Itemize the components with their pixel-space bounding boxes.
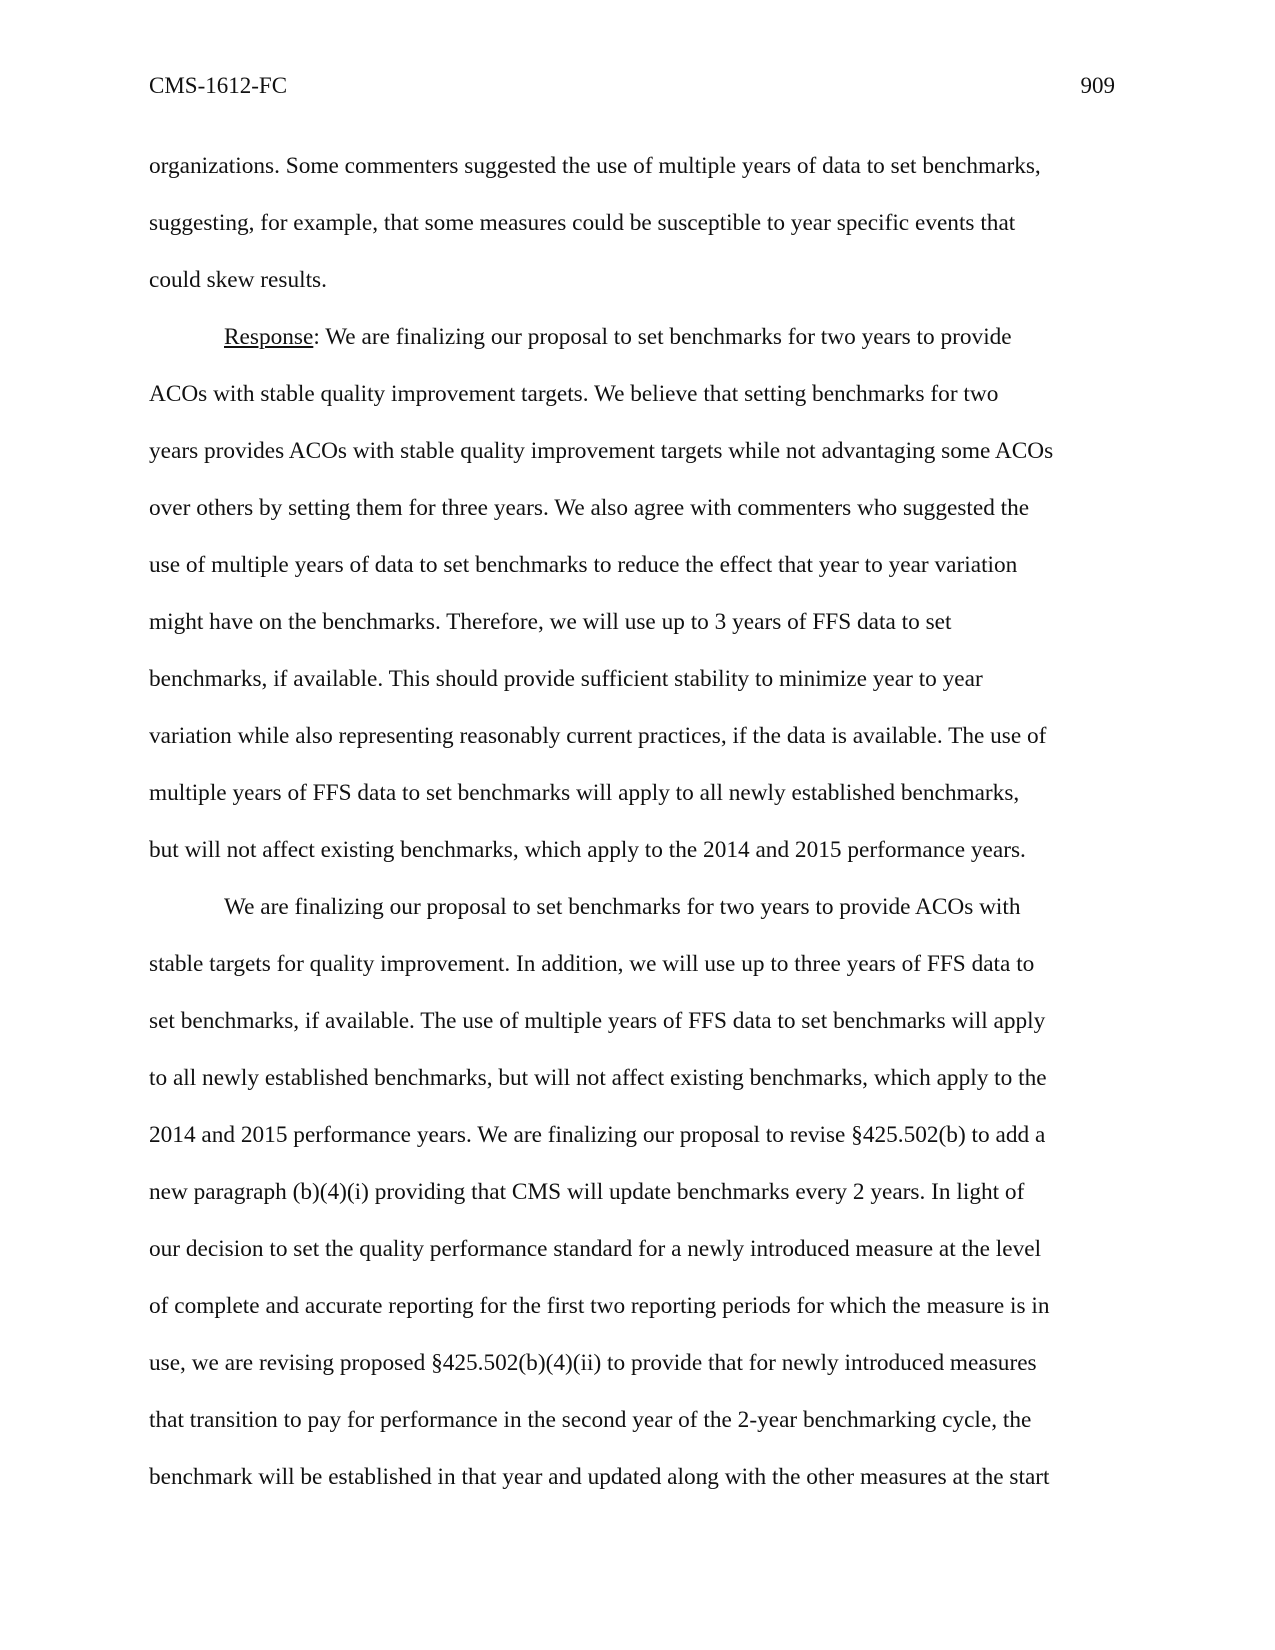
page-number: 909 (1080, 73, 1115, 98)
text-line: variation while also representing reasonably current practices, if the data is available. The use of (149, 723, 1047, 749)
text-line: set benchmarks, if available. The use of multiple years of FFS data to set benchmarks will apply (149, 1008, 1046, 1034)
text-line: years provides ACOs with stable quality improvement targets while not advantaging some ACOs (149, 438, 1054, 464)
text-line: our decision to set the quality performance standard for a newly introduced measure at the level (149, 1236, 1042, 1262)
text-line: multiple years of FFS data to set benchmarks will apply to all newly established benchmarks, (149, 780, 1020, 806)
text-line: over others by setting them for three years. We also agree with commenters who suggested the (149, 495, 1030, 521)
text-line: to all newly established benchmarks, but will not affect existing benchmarks, which apply to the (149, 1065, 1047, 1091)
text-line: suggesting, for example, that some measures could be susceptible to year specific events that (149, 210, 1016, 236)
text-line: that transition to pay for performance in the second year of the 2-year benchmarking cycle, the (149, 1407, 1032, 1433)
text-line: : We are finalizing our proposal to set benchmarks for two years to provide (313, 324, 1012, 350)
text-line: could skew results. (149, 267, 327, 293)
response-paragraph-start (149, 321, 1115, 378)
text-line: benchmark will be established in that year and updated along with the other measures at the start (149, 1464, 1050, 1490)
response-label: Response (224, 324, 314, 350)
text-line: ACOs with stable quality improvement targets. We believe that setting benchmarks for two (149, 381, 999, 407)
text-line: of complete and accurate reporting for the first two reporting periods for which the measure is in (149, 1293, 1050, 1319)
body-text (149, 150, 1115, 1518)
document-id: CMS-1612-FC (149, 73, 288, 98)
text-line: organizations. Some commenters suggested the use of multiple years of data to set benchmarks, (149, 153, 1041, 179)
text-line: might have on the benchmarks. Therefore, we will use up to 3 years of FFS data to set (149, 609, 952, 635)
text-line: but will not affect existing benchmarks, which apply to the 2014 and 2015 performance years. (149, 837, 1026, 863)
text-line: 2014 and 2015 performance years. We are finalizing our proposal to revise §425.502(b) to add a (149, 1122, 1046, 1148)
text-line: use, we are revising proposed §425.502(b)(4)(ii) to provide that for newly introduced measures (149, 1350, 1037, 1376)
text-line: use of multiple years of data to set benchmarks to reduce the effect that year to year variation (149, 552, 1018, 578)
text-line: stable targets for quality improvement. In addition, we will use up to three years of FFS data to (149, 951, 1035, 977)
text-line: new paragraph (b)(4)(i) providing that CMS will update benchmarks every 2 years. In light of (149, 1179, 1025, 1205)
text-line: benchmarks, if available. This should provide sufficient stability to minimize year to year (149, 666, 983, 692)
paragraph-start: We are finalizing our proposal to set benchmarks for two years to provide ACOs with (224, 894, 1021, 920)
